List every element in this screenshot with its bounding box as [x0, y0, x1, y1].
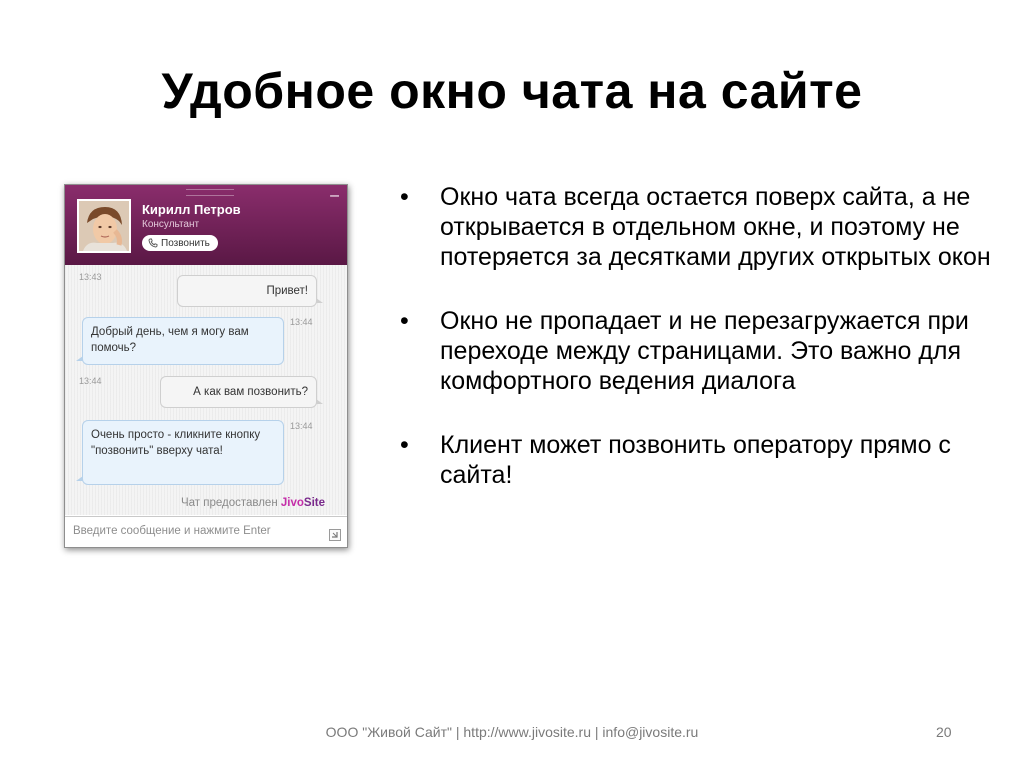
- chat-messages[interactable]: [65, 265, 347, 515]
- bullet-text: Окно не пропадает и не перезагружается при переходе между страницами. Это важно для комфортного ведения диалога: [440, 307, 969, 395]
- chat-widget: [64, 184, 348, 548]
- chat-header[interactable]: [65, 185, 347, 265]
- message-bubble: Привет!: [177, 275, 317, 307]
- message-time: 13:44: [290, 317, 313, 327]
- message-input-placeholder: Введите сообщение и нажмите Enter: [73, 525, 271, 537]
- message-bubble: Добрый день, чем я могу вам помочь?: [82, 317, 284, 365]
- message-time: 13:44: [79, 376, 102, 386]
- bullet-marker: •: [400, 307, 409, 335]
- phone-icon: [148, 238, 158, 248]
- agent-name: Кирилл Петров: [142, 202, 241, 217]
- page-number: 20: [936, 724, 952, 740]
- message-time: 13:44: [290, 421, 313, 431]
- message-bubble: А как вам позвонить?: [160, 376, 317, 408]
- footer-contacts: ООО "Живой Сайт" | http://www.jivosite.ru | info@jivosite.ru: [325, 724, 699, 740]
- message-input[interactable]: [65, 516, 347, 547]
- minimize-button[interactable]: –: [330, 187, 339, 204]
- drag-handle[interactable]: [186, 189, 234, 196]
- message-time: 13:43: [79, 272, 102, 282]
- bullet-marker: •: [400, 431, 409, 459]
- call-button-label: Позвонить: [161, 237, 210, 249]
- agent-avatar: [77, 199, 131, 253]
- bullet-text: Окно чата всегда остается поверх сайта, а не открывается в отдельном окне, и поэтому не потеряется за десятками других открытых окон: [440, 183, 991, 271]
- jivosite-link[interactable]: JivoSite: [280, 497, 325, 509]
- resize-icon[interactable]: [328, 528, 342, 542]
- provided-by: [181, 497, 325, 509]
- bullet-list: [400, 182, 1000, 524]
- bullet-item: [400, 430, 1000, 490]
- bullet-marker: •: [400, 183, 409, 211]
- agent-role: Консультант: [142, 219, 200, 230]
- bullet-text: Клиент может позвонить оператору прямо с сайта!: [440, 431, 951, 489]
- provided-by-label: Чат предоставлен: [180, 497, 278, 509]
- message-bubble: Очень просто - кликните кнопку "позвонить" вверху чата!: [82, 420, 284, 485]
- slide-title: Удобное окно чата на сайте: [161, 63, 863, 119]
- bullet-item: [400, 182, 1000, 272]
- bullet-item: [400, 306, 1000, 396]
- call-button[interactable]: [142, 235, 218, 251]
